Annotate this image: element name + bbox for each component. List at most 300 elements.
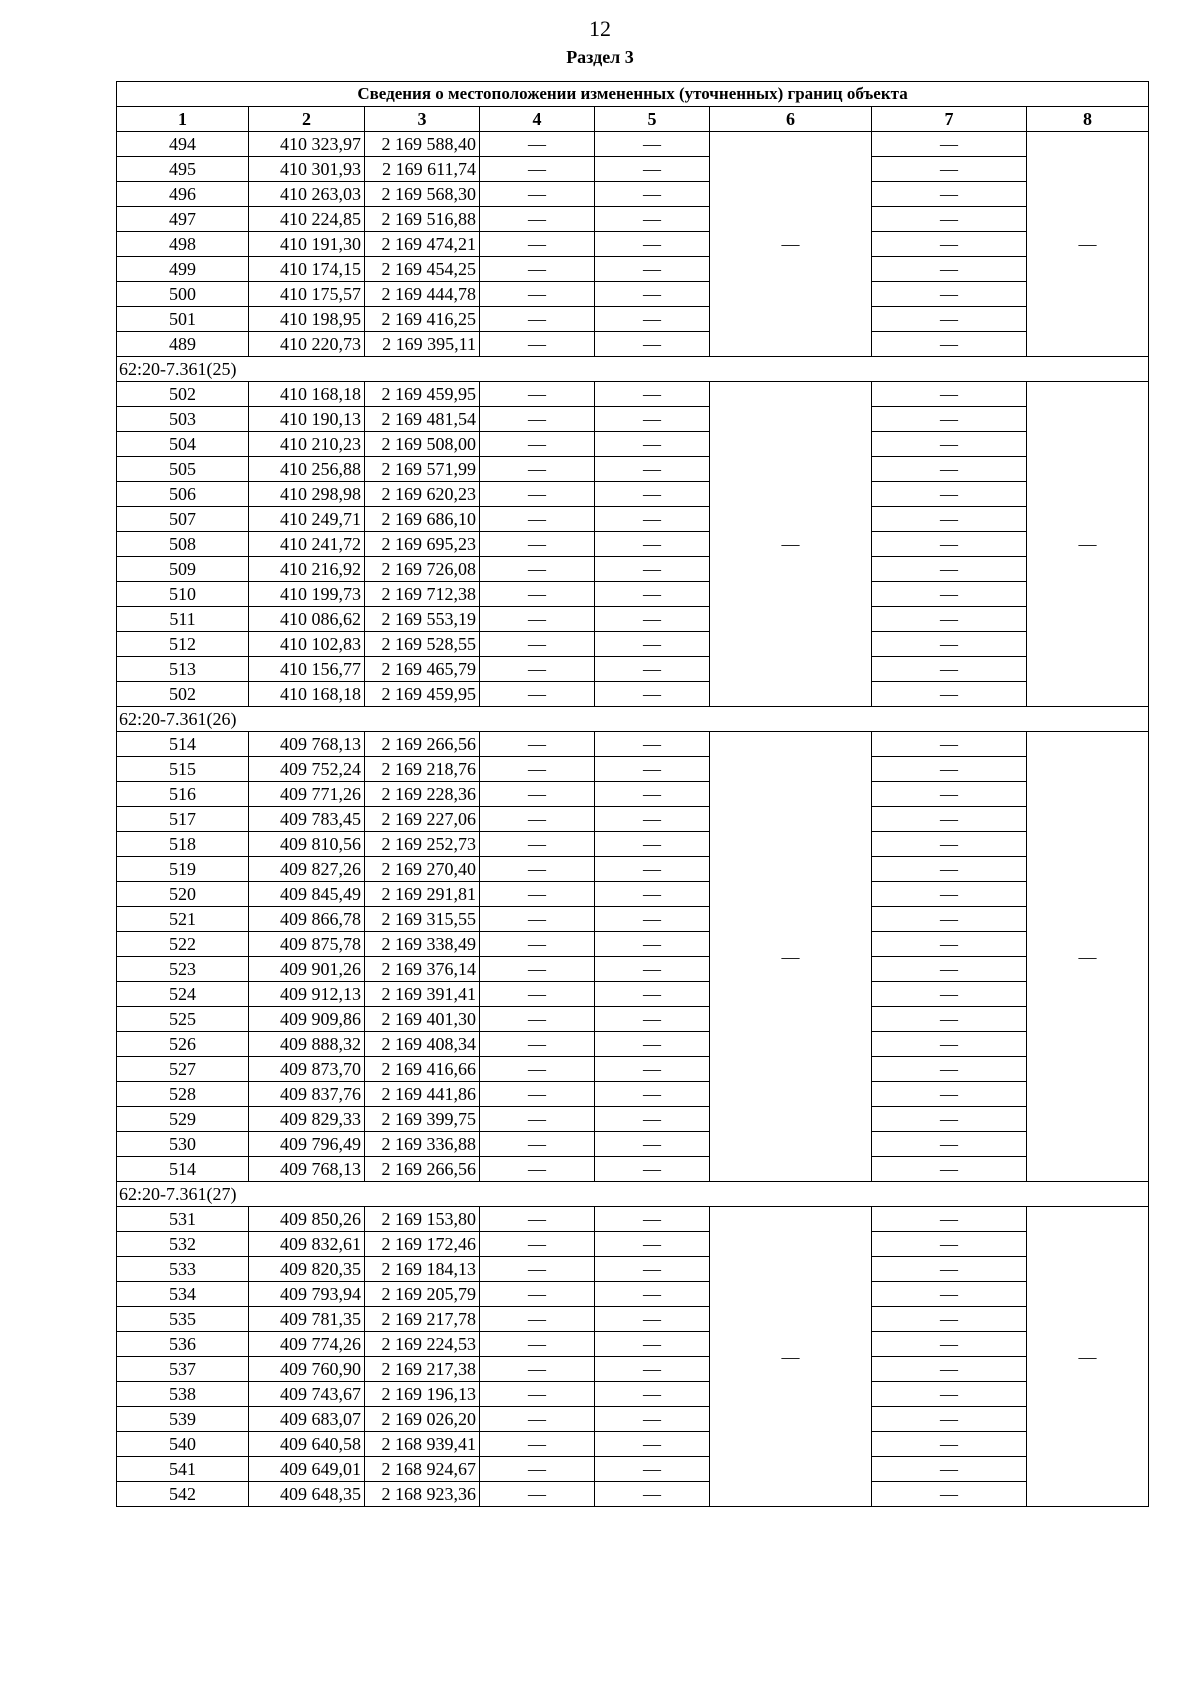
column-4-cell: —	[480, 1257, 595, 1282]
x-coordinate-cell: 410 199,73	[249, 582, 365, 607]
table-row	[117, 132, 1149, 157]
x-coordinate-cell: 409 760,90	[249, 1357, 365, 1382]
x-coordinate-cell: 410 224,85	[249, 207, 365, 232]
column-7-cell: —	[872, 982, 1027, 1007]
x-coordinate-cell: 410 191,30	[249, 232, 365, 257]
y-coordinate-cell: 2 169 270,40	[365, 857, 480, 882]
point-number-cell: 528	[117, 1082, 249, 1107]
column-7-cell: —	[872, 1082, 1027, 1107]
column-5-cell: —	[595, 882, 710, 907]
column-5-cell: —	[595, 232, 710, 257]
column-5-cell: —	[595, 1332, 710, 1357]
table-row	[117, 1007, 1149, 1032]
column-header: 7	[872, 107, 1027, 132]
column-7-cell: —	[872, 532, 1027, 557]
column-7-cell: —	[872, 1257, 1027, 1282]
point-number-cell: 511	[117, 607, 249, 632]
column-7-cell: —	[872, 957, 1027, 982]
x-coordinate-cell: 410 263,03	[249, 182, 365, 207]
y-coordinate-cell: 2 169 266,56	[365, 1157, 480, 1182]
point-number-cell: 502	[117, 382, 249, 407]
point-number-cell: 522	[117, 932, 249, 957]
y-coordinate-cell: 2 169 444,78	[365, 282, 480, 307]
table-row	[117, 282, 1149, 307]
y-coordinate-cell: 2 169 217,78	[365, 1307, 480, 1332]
column-5-cell: —	[595, 507, 710, 532]
y-coordinate-cell: 2 169 184,13	[365, 1257, 480, 1282]
column-4-cell: —	[480, 1007, 595, 1032]
column-7-cell: —	[872, 482, 1027, 507]
column-4-cell: —	[480, 232, 595, 257]
table-row	[117, 682, 1149, 707]
table-row	[117, 732, 1149, 757]
y-coordinate-cell: 2 169 399,75	[365, 1107, 480, 1132]
column-7-cell: —	[872, 407, 1027, 432]
table-row	[117, 982, 1149, 1007]
table-row	[117, 257, 1149, 282]
point-number-cell: 514	[117, 1157, 249, 1182]
column-4-cell: —	[480, 757, 595, 782]
x-coordinate-cell: 409 912,13	[249, 982, 365, 1007]
column-7-cell: —	[872, 582, 1027, 607]
point-number-cell: 505	[117, 457, 249, 482]
y-coordinate-cell: 2 169 695,23	[365, 532, 480, 557]
x-coordinate-cell: 409 837,76	[249, 1082, 365, 1107]
y-coordinate-cell: 2 169 266,56	[365, 732, 480, 757]
x-coordinate-cell: 409 743,67	[249, 1382, 365, 1407]
x-coordinate-cell: 410 168,18	[249, 682, 365, 707]
x-coordinate-cell: 410 156,77	[249, 657, 365, 682]
column-7-cell: —	[872, 832, 1027, 857]
point-number-cell: 503	[117, 407, 249, 432]
x-coordinate-cell: 409 683,07	[249, 1407, 365, 1432]
column-5-cell: —	[595, 1132, 710, 1157]
column-5-cell: —	[595, 457, 710, 482]
column-4-cell: —	[480, 307, 595, 332]
column-5-cell: —	[595, 907, 710, 932]
column-header: 3	[365, 107, 480, 132]
column-5-cell: —	[595, 132, 710, 157]
table-row	[117, 807, 1149, 832]
point-number-cell: 489	[117, 332, 249, 357]
point-number-cell: 530	[117, 1132, 249, 1157]
table-row	[117, 1107, 1149, 1132]
point-number-cell: 514	[117, 732, 249, 757]
column-7-cell: —	[872, 332, 1027, 357]
y-coordinate-cell: 2 168 939,41	[365, 1432, 480, 1457]
x-coordinate-cell: 409 796,49	[249, 1132, 365, 1157]
table-row	[117, 932, 1149, 957]
column-5-cell: —	[595, 407, 710, 432]
column-5-cell: —	[595, 632, 710, 657]
column-5-cell: —	[595, 982, 710, 1007]
column-5-cell: —	[595, 1432, 710, 1457]
column-7-cell: —	[872, 1482, 1027, 1507]
table-row	[117, 882, 1149, 907]
column-5-cell: —	[595, 157, 710, 182]
column-7-cell: —	[872, 1232, 1027, 1257]
column-4-cell: —	[480, 607, 595, 632]
column-7-cell: —	[872, 1007, 1027, 1032]
column-header: 1	[117, 107, 249, 132]
column-5-cell: —	[595, 607, 710, 632]
table-row	[117, 1357, 1149, 1382]
table-row	[117, 907, 1149, 932]
column-4-cell: —	[480, 157, 595, 182]
table-row	[117, 1432, 1149, 1457]
column-5-cell: —	[595, 807, 710, 832]
x-coordinate-cell: 409 832,61	[249, 1232, 365, 1257]
column-7-cell: —	[872, 1032, 1027, 1057]
point-number-cell: 500	[117, 282, 249, 307]
x-coordinate-cell: 410 298,98	[249, 482, 365, 507]
column-5-cell: —	[595, 1157, 710, 1182]
column-7-cell: —	[872, 282, 1027, 307]
column-4-cell: —	[480, 1357, 595, 1382]
column-5-cell: —	[595, 1232, 710, 1257]
contour-row	[117, 357, 1149, 382]
y-coordinate-cell: 2 169 391,41	[365, 982, 480, 1007]
point-number-cell: 498	[117, 232, 249, 257]
column-4-cell: —	[480, 1432, 595, 1457]
column-4-cell: —	[480, 1332, 595, 1357]
column-4-cell: —	[480, 282, 595, 307]
table-body	[117, 82, 1149, 1507]
point-number-cell: 524	[117, 982, 249, 1007]
table-row	[117, 1057, 1149, 1082]
point-number-cell: 536	[117, 1332, 249, 1357]
table-row	[117, 857, 1149, 882]
point-number-cell: 539	[117, 1407, 249, 1432]
point-number-cell: 538	[117, 1382, 249, 1407]
column-8-merged-cell: —	[1027, 732, 1149, 1182]
contour-label: 62:20-7.361(27)	[117, 1182, 1149, 1207]
x-coordinate-cell: 410 241,72	[249, 532, 365, 557]
x-coordinate-cell: 410 190,13	[249, 407, 365, 432]
table-row	[117, 1382, 1149, 1407]
page-number: 12	[589, 16, 611, 41]
table-row	[117, 332, 1149, 357]
column-7-cell: —	[872, 232, 1027, 257]
column-5-cell: —	[595, 832, 710, 857]
table-row	[117, 482, 1149, 507]
x-coordinate-cell: 410 086,62	[249, 607, 365, 632]
x-coordinate-cell: 410 323,97	[249, 132, 365, 157]
x-coordinate-cell: 410 220,73	[249, 332, 365, 357]
column-7-cell: —	[872, 857, 1027, 882]
column-4-cell: —	[480, 507, 595, 532]
column-7-cell: —	[872, 1432, 1027, 1457]
table-row	[117, 1407, 1149, 1432]
y-coordinate-cell: 2 169 172,46	[365, 1232, 480, 1257]
x-coordinate-cell: 410 216,92	[249, 557, 365, 582]
point-number-cell: 542	[117, 1482, 249, 1507]
column-5-cell: —	[595, 932, 710, 957]
column-4-cell: —	[480, 1382, 595, 1407]
point-number-cell: 495	[117, 157, 249, 182]
column-header: 5	[595, 107, 710, 132]
column-7-cell: —	[872, 182, 1027, 207]
column-header: 6	[710, 107, 872, 132]
column-7-cell: —	[872, 1282, 1027, 1307]
point-number-cell: 494	[117, 132, 249, 157]
column-5-cell: —	[595, 307, 710, 332]
point-number-cell: 541	[117, 1457, 249, 1482]
column-4-cell: —	[480, 1207, 595, 1232]
x-coordinate-cell: 409 783,45	[249, 807, 365, 832]
column-5-cell: —	[595, 1257, 710, 1282]
column-4-cell: —	[480, 682, 595, 707]
column-4-cell: —	[480, 1157, 595, 1182]
x-coordinate-cell: 410 256,88	[249, 457, 365, 482]
table-row	[117, 1157, 1149, 1182]
point-number-cell: 501	[117, 307, 249, 332]
table-row	[117, 632, 1149, 657]
column-4-cell: —	[480, 882, 595, 907]
column-4-cell: —	[480, 1457, 595, 1482]
table-row	[117, 307, 1149, 332]
column-5-cell: —	[595, 182, 710, 207]
column-7-cell: —	[872, 1107, 1027, 1132]
y-coordinate-cell: 2 169 227,06	[365, 807, 480, 832]
column-5-cell: —	[595, 657, 710, 682]
column-4-cell: —	[480, 1132, 595, 1157]
column-4-cell: —	[480, 557, 595, 582]
table-row	[117, 1232, 1149, 1257]
table-row	[117, 1482, 1149, 1507]
y-coordinate-cell: 2 169 508,00	[365, 432, 480, 457]
table-row	[117, 832, 1149, 857]
y-coordinate-cell: 2 169 376,14	[365, 957, 480, 982]
column-5-cell: —	[595, 732, 710, 757]
column-7-cell: —	[872, 132, 1027, 157]
column-4-cell: —	[480, 782, 595, 807]
column-4-cell: —	[480, 1107, 595, 1132]
column-header: 2	[249, 107, 365, 132]
table-row	[117, 432, 1149, 457]
table-row	[117, 157, 1149, 182]
column-header: 8	[1027, 107, 1149, 132]
table-caption: Сведения о местоположении измененных (уточненных) границ объекта	[117, 82, 1149, 107]
column-4-cell: —	[480, 482, 595, 507]
x-coordinate-cell: 410 175,57	[249, 282, 365, 307]
table-row	[117, 1207, 1149, 1232]
column-4-cell: —	[480, 857, 595, 882]
y-coordinate-cell: 2 169 474,21	[365, 232, 480, 257]
column-7-cell: —	[872, 1382, 1027, 1407]
column-7-cell: —	[872, 607, 1027, 632]
table-row	[117, 207, 1149, 232]
x-coordinate-cell: 409 768,13	[249, 732, 365, 757]
column-7-cell: —	[872, 682, 1027, 707]
section-title: Раздел 3	[566, 47, 634, 67]
y-coordinate-cell: 2 169 217,38	[365, 1357, 480, 1382]
point-number-cell: 510	[117, 582, 249, 607]
column-7-cell: —	[872, 457, 1027, 482]
column-7-cell: —	[872, 257, 1027, 282]
column-7-cell: —	[872, 557, 1027, 582]
column-5-cell: —	[595, 1007, 710, 1032]
column-5-cell: —	[595, 857, 710, 882]
x-coordinate-cell: 409 781,35	[249, 1307, 365, 1332]
column-4-cell: —	[480, 632, 595, 657]
column-5-cell: —	[595, 1107, 710, 1132]
point-number-cell: 518	[117, 832, 249, 857]
column-4-cell: —	[480, 932, 595, 957]
table-caption-row	[117, 82, 1149, 107]
column-4-cell: —	[480, 407, 595, 432]
column-7-cell: —	[872, 507, 1027, 532]
contour-label: 62:20-7.361(25)	[117, 357, 1149, 382]
table-row	[117, 382, 1149, 407]
point-number-cell: 526	[117, 1032, 249, 1057]
table-row	[117, 582, 1149, 607]
column-5-cell: —	[595, 1457, 710, 1482]
column-4-cell: —	[480, 432, 595, 457]
y-coordinate-cell: 2 169 441,86	[365, 1082, 480, 1107]
column-7-cell: —	[872, 757, 1027, 782]
column-5-cell: —	[595, 1057, 710, 1082]
column-4-cell: —	[480, 582, 595, 607]
x-coordinate-cell: 409 873,70	[249, 1057, 365, 1082]
column-4-cell: —	[480, 182, 595, 207]
y-coordinate-cell: 2 169 252,73	[365, 832, 480, 857]
y-coordinate-cell: 2 169 315,55	[365, 907, 480, 932]
column-5-cell: —	[595, 557, 710, 582]
column-4-cell: —	[480, 1482, 595, 1507]
y-coordinate-cell: 2 169 686,10	[365, 507, 480, 532]
column-4-cell: —	[480, 657, 595, 682]
column-7-cell: —	[872, 432, 1027, 457]
column-8-merged-cell: —	[1027, 132, 1149, 357]
column-4-cell: —	[480, 457, 595, 482]
y-coordinate-cell: 2 169 416,25	[365, 307, 480, 332]
column-8-merged-cell: —	[1027, 1207, 1149, 1507]
column-4-cell: —	[480, 1282, 595, 1307]
table-row	[117, 1082, 1149, 1107]
table-row	[117, 457, 1149, 482]
column-4-cell: —	[480, 382, 595, 407]
x-coordinate-cell: 410 198,95	[249, 307, 365, 332]
x-coordinate-cell: 410 174,15	[249, 257, 365, 282]
point-number-cell: 519	[117, 857, 249, 882]
column-5-cell: —	[595, 1082, 710, 1107]
column-5-cell: —	[595, 957, 710, 982]
x-coordinate-cell: 409 752,24	[249, 757, 365, 782]
column-header: 4	[480, 107, 595, 132]
column-7-cell: —	[872, 882, 1027, 907]
table-row	[117, 1457, 1149, 1482]
point-number-cell: 529	[117, 1107, 249, 1132]
column-7-cell: —	[872, 1457, 1027, 1482]
column-5-cell: —	[595, 482, 710, 507]
y-coordinate-cell: 2 168 924,67	[365, 1457, 480, 1482]
y-coordinate-cell: 2 169 224,53	[365, 1332, 480, 1357]
column-4-cell: —	[480, 257, 595, 282]
x-coordinate-cell: 409 875,78	[249, 932, 365, 957]
x-coordinate-cell: 409 901,26	[249, 957, 365, 982]
column-5-cell: —	[595, 532, 710, 557]
point-number-cell: 535	[117, 1307, 249, 1332]
column-5-cell: —	[595, 1482, 710, 1507]
table-row	[117, 557, 1149, 582]
column-7-cell: —	[872, 932, 1027, 957]
column-4-cell: —	[480, 732, 595, 757]
point-number-cell: 534	[117, 1282, 249, 1307]
x-coordinate-cell: 409 793,94	[249, 1282, 365, 1307]
point-number-cell: 520	[117, 882, 249, 907]
contour-row	[117, 707, 1149, 732]
column-4-cell: —	[480, 332, 595, 357]
point-number-cell: 521	[117, 907, 249, 932]
x-coordinate-cell: 409 810,56	[249, 832, 365, 857]
table-row	[117, 957, 1149, 982]
point-number-cell: 502	[117, 682, 249, 707]
column-7-cell: —	[872, 1132, 1027, 1157]
y-coordinate-cell: 2 169 228,36	[365, 782, 480, 807]
y-coordinate-cell: 2 169 408,34	[365, 1032, 480, 1057]
column-8-merged-cell: —	[1027, 382, 1149, 707]
y-coordinate-cell: 2 169 528,55	[365, 632, 480, 657]
x-coordinate-cell: 410 102,83	[249, 632, 365, 657]
column-7-cell: —	[872, 382, 1027, 407]
x-coordinate-cell: 409 649,01	[249, 1457, 365, 1482]
y-coordinate-cell: 2 169 338,49	[365, 932, 480, 957]
point-number-cell: 504	[117, 432, 249, 457]
column-5-cell: —	[595, 1357, 710, 1382]
point-number-cell: 525	[117, 1007, 249, 1032]
y-coordinate-cell: 2 169 465,79	[365, 657, 480, 682]
y-coordinate-cell: 2 169 416,66	[365, 1057, 480, 1082]
y-coordinate-cell: 2 169 459,95	[365, 382, 480, 407]
table-row	[117, 1307, 1149, 1332]
y-coordinate-cell: 2 169 588,40	[365, 132, 480, 157]
column-5-cell: —	[595, 1407, 710, 1432]
point-number-cell: 540	[117, 1432, 249, 1457]
column-4-cell: —	[480, 982, 595, 1007]
column-4-cell: —	[480, 132, 595, 157]
column-5-cell: —	[595, 1032, 710, 1057]
table-row	[117, 657, 1149, 682]
column-5-cell: —	[595, 282, 710, 307]
column-6-merged-cell: —	[710, 1207, 872, 1507]
column-4-cell: —	[480, 907, 595, 932]
column-7-cell: —	[872, 1207, 1027, 1232]
column-header-row	[117, 107, 1149, 132]
point-number-cell: 497	[117, 207, 249, 232]
column-4-cell: —	[480, 957, 595, 982]
column-6-merged-cell: —	[710, 382, 872, 707]
column-7-cell: —	[872, 1332, 1027, 1357]
x-coordinate-cell: 409 771,26	[249, 782, 365, 807]
point-number-cell: 508	[117, 532, 249, 557]
column-5-cell: —	[595, 257, 710, 282]
y-coordinate-cell: 2 169 568,30	[365, 182, 480, 207]
y-coordinate-cell: 2 169 726,08	[365, 557, 480, 582]
column-4-cell: —	[480, 532, 595, 557]
column-5-cell: —	[595, 1207, 710, 1232]
x-coordinate-cell: 409 850,26	[249, 1207, 365, 1232]
y-coordinate-cell: 2 169 205,79	[365, 1282, 480, 1307]
column-7-cell: —	[872, 207, 1027, 232]
x-coordinate-cell: 409 768,13	[249, 1157, 365, 1182]
x-coordinate-cell: 409 829,33	[249, 1107, 365, 1132]
y-coordinate-cell: 2 168 923,36	[365, 1482, 480, 1507]
point-number-cell: 516	[117, 782, 249, 807]
column-6-merged-cell: —	[710, 132, 872, 357]
contour-label: 62:20-7.361(26)	[117, 707, 1149, 732]
point-number-cell: 513	[117, 657, 249, 682]
